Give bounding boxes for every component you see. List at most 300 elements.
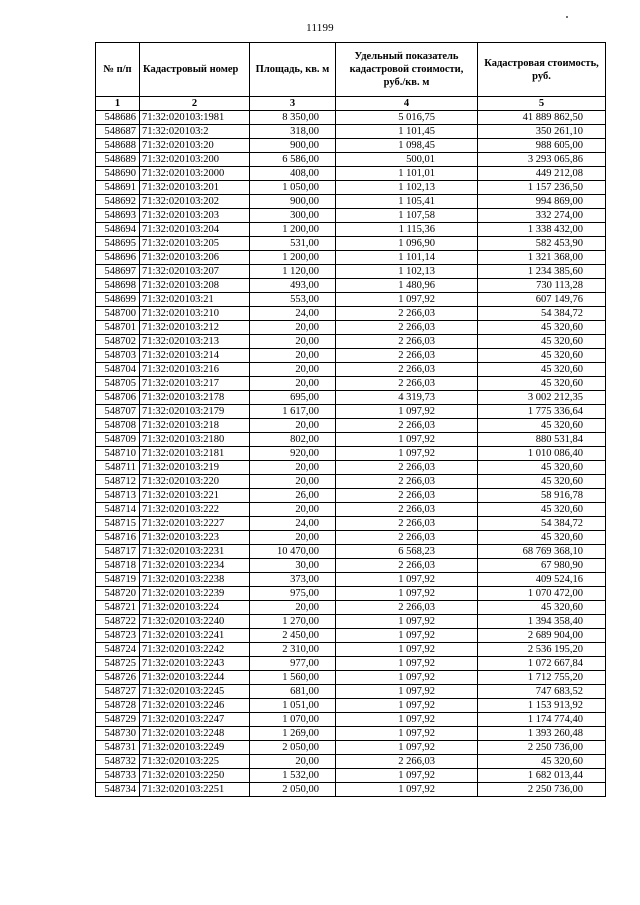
- cadastral-number-cell: 71:32:020103:2231: [140, 545, 250, 559]
- cadastral-number-cell: 71:32:020103:219: [140, 461, 250, 475]
- area-cell: 553,00: [250, 293, 336, 307]
- specific-value-cell: 1 097,92: [336, 713, 478, 727]
- specific-value-cell: 2 266,03: [336, 531, 478, 545]
- row-number-cell: 548733: [96, 769, 140, 783]
- table-row: [96, 265, 606, 279]
- area-cell: 1 200,00: [250, 223, 336, 237]
- row-number-cell: 548709: [96, 433, 140, 447]
- area-cell: 1 532,00: [250, 769, 336, 783]
- row-number-cell: 548724: [96, 643, 140, 657]
- table-row: [96, 279, 606, 293]
- cadastral-number-cell: 71:32:020103:2238: [140, 573, 250, 587]
- cadastral-value-cell: 45 320,60: [478, 377, 606, 391]
- cadastral-number-cell: 71:32:020103:212: [140, 321, 250, 335]
- cadastral-value-cell: 45 320,60: [478, 349, 606, 363]
- cadastral-number-cell: 71:32:020103:2244: [140, 671, 250, 685]
- column-number: 2: [140, 97, 250, 111]
- header-cadastral-value: Кадастровая стоимость, руб.: [478, 43, 606, 97]
- row-number-cell: 548734: [96, 783, 140, 797]
- area-cell: 20,00: [250, 461, 336, 475]
- cadastral-value-cell: 54 384,72: [478, 307, 606, 321]
- table-row: [96, 181, 606, 195]
- cadastral-value-cell: 1 394 358,40: [478, 615, 606, 629]
- area-cell: 1 200,00: [250, 251, 336, 265]
- cadastral-number-cell: 71:32:020103:218: [140, 419, 250, 433]
- area-cell: 408,00: [250, 167, 336, 181]
- table-row: [96, 517, 606, 531]
- row-number-cell: 548694: [96, 223, 140, 237]
- page-number: 11199: [306, 22, 334, 34]
- header-number: № п/п: [96, 43, 140, 97]
- table-row: [96, 195, 606, 209]
- cadastral-value-cell: 1 712 755,20: [478, 671, 606, 685]
- table-row: [96, 629, 606, 643]
- cadastral-value-cell: 1 775 336,64: [478, 405, 606, 419]
- cadastral-number-cell: 71:32:020103:224: [140, 601, 250, 615]
- area-cell: 24,00: [250, 517, 336, 531]
- area-cell: 1 560,00: [250, 671, 336, 685]
- specific-value-cell: 1 097,92: [336, 447, 478, 461]
- cadastral-value-cell: 45 320,60: [478, 503, 606, 517]
- area-cell: 900,00: [250, 195, 336, 209]
- cadastral-number-cell: 71:32:020103:2239: [140, 587, 250, 601]
- table-row: [96, 335, 606, 349]
- row-number-cell: 548716: [96, 531, 140, 545]
- specific-value-cell: 2 266,03: [336, 503, 478, 517]
- table-row: [96, 153, 606, 167]
- cadastral-value-cell: 1 157 236,50: [478, 181, 606, 195]
- cadastral-number-cell: 71:32:020103:207: [140, 265, 250, 279]
- area-cell: 20,00: [250, 377, 336, 391]
- cadastral-value-cell: 1 010 086,40: [478, 447, 606, 461]
- row-number-cell: 548704: [96, 363, 140, 377]
- table-row: [96, 125, 606, 139]
- cadastral-number-cell: 71:32:020103:2180: [140, 433, 250, 447]
- table-row: [96, 251, 606, 265]
- specific-value-cell: 1 097,92: [336, 433, 478, 447]
- table-row: [96, 601, 606, 615]
- cadastral-number-cell: 71:32:020103:2000: [140, 167, 250, 181]
- cadastral-value-cell: 994 869,00: [478, 195, 606, 209]
- table-row: [96, 209, 606, 223]
- row-number-cell: 548688: [96, 139, 140, 153]
- specific-value-cell: 1 097,92: [336, 629, 478, 643]
- cadastral-value-cell: 45 320,60: [478, 601, 606, 615]
- specific-value-cell: 5 016,75: [336, 111, 478, 125]
- area-cell: 977,00: [250, 657, 336, 671]
- cadastral-number-cell: 71:32:020103:2234: [140, 559, 250, 573]
- area-cell: 1 070,00: [250, 713, 336, 727]
- row-number-cell: 548721: [96, 601, 140, 615]
- cadastral-value-cell: 1 174 774,40: [478, 713, 606, 727]
- cadastral-value-cell: 45 320,60: [478, 755, 606, 769]
- row-number-cell: 548732: [96, 755, 140, 769]
- area-cell: 20,00: [250, 349, 336, 363]
- area-cell: 20,00: [250, 475, 336, 489]
- cadastral-value-cell: 45 320,60: [478, 475, 606, 489]
- cadastral-value-cell: 2 250 736,00: [478, 783, 606, 797]
- column-number: 1: [96, 97, 140, 111]
- specific-value-cell: 1 101,01: [336, 167, 478, 181]
- area-cell: 30,00: [250, 559, 336, 573]
- area-cell: 20,00: [250, 755, 336, 769]
- specific-value-cell: 1 097,92: [336, 573, 478, 587]
- row-number-cell: 548708: [96, 419, 140, 433]
- row-number-cell: 548728: [96, 699, 140, 713]
- table-row: [96, 111, 606, 125]
- cadastral-value-cell: 54 384,72: [478, 517, 606, 531]
- table-row: [96, 671, 606, 685]
- row-number-cell: 548719: [96, 573, 140, 587]
- table-row: [96, 363, 606, 377]
- table-row: [96, 545, 606, 559]
- cadastral-number-cell: 71:32:020103:2227: [140, 517, 250, 531]
- row-number-cell: 548715: [96, 517, 140, 531]
- specific-value-cell: 6 568,23: [336, 545, 478, 559]
- specific-value-cell: 1 107,58: [336, 209, 478, 223]
- area-cell: 920,00: [250, 447, 336, 461]
- header-area: Площадь, кв. м: [250, 43, 336, 97]
- cadastral-number-cell: 71:32:020103:2240: [140, 615, 250, 629]
- cadastral-number-cell: 71:32:020103:201: [140, 181, 250, 195]
- cadastral-number-cell: 71:32:020103:223: [140, 531, 250, 545]
- cadastral-number-cell: 71:32:020103:222: [140, 503, 250, 517]
- area-cell: 20,00: [250, 419, 336, 433]
- cadastral-number-cell: 71:32:020103:200: [140, 153, 250, 167]
- specific-value-cell: 2 266,03: [336, 559, 478, 573]
- area-cell: 1 050,00: [250, 181, 336, 195]
- cadastral-number-cell: 71:32:020103:216: [140, 363, 250, 377]
- cadastral-number-cell: 71:32:020103:205: [140, 237, 250, 251]
- table-row: [96, 433, 606, 447]
- cadastral-value-cell: 3 293 065,86: [478, 153, 606, 167]
- row-number-cell: 548701: [96, 321, 140, 335]
- specific-value-cell: 2 266,03: [336, 755, 478, 769]
- row-number-cell: 548697: [96, 265, 140, 279]
- row-number-cell: 548698: [96, 279, 140, 293]
- column-number-row: [96, 97, 606, 111]
- row-number-cell: 548696: [96, 251, 140, 265]
- row-number-cell: 548710: [96, 447, 140, 461]
- area-cell: 900,00: [250, 139, 336, 153]
- cadastral-value-cell: 1 234 385,60: [478, 265, 606, 279]
- area-cell: 26,00: [250, 489, 336, 503]
- table-row: [96, 139, 606, 153]
- row-number-cell: 548722: [96, 615, 140, 629]
- cadastral-value-cell: 880 531,84: [478, 433, 606, 447]
- specific-value-cell: 1 097,92: [336, 727, 478, 741]
- cadastral-table: [95, 42, 606, 797]
- specific-value-cell: 1 097,92: [336, 741, 478, 755]
- header-cadastral-number: Кадастровый номер: [140, 43, 250, 97]
- table-row: [96, 503, 606, 517]
- area-cell: 20,00: [250, 335, 336, 349]
- cadastral-value-cell: 988 605,00: [478, 139, 606, 153]
- cadastral-number-cell: 71:32:020103:20: [140, 139, 250, 153]
- specific-value-cell: 2 266,03: [336, 349, 478, 363]
- area-cell: 2 050,00: [250, 783, 336, 797]
- cadastral-number-cell: 71:32:020103:225: [140, 755, 250, 769]
- cadastral-value-cell: 45 320,60: [478, 363, 606, 377]
- table-row: [96, 391, 606, 405]
- cadastral-value-cell: 1 153 913,92: [478, 699, 606, 713]
- cadastral-value-cell: 41 889 862,50: [478, 111, 606, 125]
- cadastral-number-cell: 71:32:020103:2248: [140, 727, 250, 741]
- area-cell: 6 586,00: [250, 153, 336, 167]
- table-row: [96, 559, 606, 573]
- specific-value-cell: 2 266,03: [336, 321, 478, 335]
- cadastral-number-cell: 71:32:020103:2178: [140, 391, 250, 405]
- cadastral-number-cell: 71:32:020103:1981: [140, 111, 250, 125]
- specific-value-cell: 2 266,03: [336, 363, 478, 377]
- row-number-cell: 548730: [96, 727, 140, 741]
- cadastral-value-cell: 332 274,00: [478, 209, 606, 223]
- row-number-cell: 548717: [96, 545, 140, 559]
- area-cell: 681,00: [250, 685, 336, 699]
- cadastral-value-cell: 45 320,60: [478, 531, 606, 545]
- row-number-cell: 548713: [96, 489, 140, 503]
- row-number-cell: 548705: [96, 377, 140, 391]
- table-row: [96, 419, 606, 433]
- row-number-cell: 548686: [96, 111, 140, 125]
- cadastral-value-cell: 607 149,76: [478, 293, 606, 307]
- row-number-cell: 548714: [96, 503, 140, 517]
- cadastral-value-cell: 582 453,90: [478, 237, 606, 251]
- cadastral-number-cell: 71:32:020103:2249: [140, 741, 250, 755]
- cadastral-number-cell: 71:32:020103:210: [140, 307, 250, 321]
- row-number-cell: 548687: [96, 125, 140, 139]
- specific-value-cell: 1 097,92: [336, 657, 478, 671]
- table-row: [96, 615, 606, 629]
- row-number-cell: 548723: [96, 629, 140, 643]
- area-cell: 531,00: [250, 237, 336, 251]
- cadastral-value-cell: 3 002 212,35: [478, 391, 606, 405]
- row-number-cell: 548692: [96, 195, 140, 209]
- specific-value-cell: 2 266,03: [336, 377, 478, 391]
- row-number-cell: 548726: [96, 671, 140, 685]
- area-cell: 20,00: [250, 503, 336, 517]
- table-row: [96, 321, 606, 335]
- area-cell: 802,00: [250, 433, 336, 447]
- cadastral-number-cell: 71:32:020103:214: [140, 349, 250, 363]
- specific-value-cell: 1 097,92: [336, 769, 478, 783]
- row-number-cell: 548706: [96, 391, 140, 405]
- cadastral-number-cell: 71:32:020103:203: [140, 209, 250, 223]
- specific-value-cell: 2 266,03: [336, 419, 478, 433]
- area-cell: 300,00: [250, 209, 336, 223]
- row-number-cell: 548693: [96, 209, 140, 223]
- cadastral-number-cell: 71:32:020103:2247: [140, 713, 250, 727]
- specific-value-cell: 1 097,92: [336, 671, 478, 685]
- cadastral-number-cell: 71:32:020103:2181: [140, 447, 250, 461]
- specific-value-cell: 500,01: [336, 153, 478, 167]
- row-number-cell: 548725: [96, 657, 140, 671]
- row-number-cell: 548729: [96, 713, 140, 727]
- specific-value-cell: 1 102,13: [336, 265, 478, 279]
- column-number: 5: [478, 97, 606, 111]
- table-row: [96, 307, 606, 321]
- row-number-cell: 548712: [96, 475, 140, 489]
- header-specific-value: Удельный показатель кадастровой стоимости, руб./кв. м: [336, 43, 478, 97]
- table-row: [96, 573, 606, 587]
- cadastral-number-cell: 71:32:020103:2242: [140, 643, 250, 657]
- specific-value-cell: 1 097,92: [336, 587, 478, 601]
- column-number: 4: [336, 97, 478, 111]
- cadastral-number-cell: 71:32:020103:2179: [140, 405, 250, 419]
- table-row: [96, 727, 606, 741]
- area-cell: 695,00: [250, 391, 336, 405]
- cadastral-value-cell: 730 113,28: [478, 279, 606, 293]
- cadastral-number-cell: 71:32:020103:2245: [140, 685, 250, 699]
- cadastral-number-cell: 71:32:020103:2251: [140, 783, 250, 797]
- area-cell: 20,00: [250, 321, 336, 335]
- area-cell: 1 051,00: [250, 699, 336, 713]
- specific-value-cell: 1 098,45: [336, 139, 478, 153]
- row-number-cell: 548711: [96, 461, 140, 475]
- area-cell: 1 120,00: [250, 265, 336, 279]
- cadastral-number-cell: 71:32:020103:21: [140, 293, 250, 307]
- row-number-cell: 548691: [96, 181, 140, 195]
- table-row: [96, 447, 606, 461]
- cadastral-number-cell: 71:32:020103:208: [140, 279, 250, 293]
- specific-value-cell: 1 102,13: [336, 181, 478, 195]
- table-row: [96, 405, 606, 419]
- cadastral-number-cell: 71:32:020103:206: [140, 251, 250, 265]
- table-row: [96, 713, 606, 727]
- area-cell: 20,00: [250, 363, 336, 377]
- area-cell: 20,00: [250, 601, 336, 615]
- cadastral-value-cell: 45 320,60: [478, 419, 606, 433]
- cadastral-value-cell: 747 683,52: [478, 685, 606, 699]
- table-row: [96, 783, 606, 797]
- table-row: [96, 769, 606, 783]
- cadastral-number-cell: 71:32:020103:204: [140, 223, 250, 237]
- area-cell: 1 617,00: [250, 405, 336, 419]
- scan-speck: [566, 16, 568, 18]
- row-number-cell: 548699: [96, 293, 140, 307]
- row-number-cell: 548727: [96, 685, 140, 699]
- area-cell: 24,00: [250, 307, 336, 321]
- specific-value-cell: 1 096,90: [336, 237, 478, 251]
- cadastral-value-cell: 409 524,16: [478, 573, 606, 587]
- cadastral-value-cell: 2 689 904,00: [478, 629, 606, 643]
- cadastral-value-cell: 350 261,10: [478, 125, 606, 139]
- cadastral-value-cell: 1 321 368,00: [478, 251, 606, 265]
- cadastral-value-cell: 67 980,90: [478, 559, 606, 573]
- cadastral-value-cell: 1 070 472,00: [478, 587, 606, 601]
- cadastral-number-cell: 71:32:020103:2250: [140, 769, 250, 783]
- specific-value-cell: 1 097,92: [336, 405, 478, 419]
- cadastral-number-cell: 71:32:020103:221: [140, 489, 250, 503]
- area-cell: 10 470,00: [250, 545, 336, 559]
- area-cell: 975,00: [250, 587, 336, 601]
- cadastral-value-cell: 1 338 432,00: [478, 223, 606, 237]
- cadastral-value-cell: 449 212,08: [478, 167, 606, 181]
- cadastral-value-cell: 58 916,78: [478, 489, 606, 503]
- table-row: [96, 349, 606, 363]
- table-row: [96, 237, 606, 251]
- area-cell: 2 050,00: [250, 741, 336, 755]
- cadastral-value-cell: 1 072 667,84: [478, 657, 606, 671]
- table-row: [96, 475, 606, 489]
- table-row: [96, 699, 606, 713]
- cadastral-number-cell: 71:32:020103:220: [140, 475, 250, 489]
- specific-value-cell: 1 097,92: [336, 643, 478, 657]
- cadastral-value-cell: 1 393 260,48: [478, 727, 606, 741]
- cadastral-number-cell: 71:32:020103:2243: [140, 657, 250, 671]
- row-number-cell: 548707: [96, 405, 140, 419]
- area-cell: 8 350,00: [250, 111, 336, 125]
- specific-value-cell: 2 266,03: [336, 307, 478, 321]
- specific-value-cell: 2 266,03: [336, 461, 478, 475]
- specific-value-cell: 2 266,03: [336, 335, 478, 349]
- table-row: [96, 167, 606, 181]
- row-number-cell: 548690: [96, 167, 140, 181]
- cadastral-value-cell: 45 320,60: [478, 461, 606, 475]
- specific-value-cell: 2 266,03: [336, 475, 478, 489]
- cadastral-value-cell: 2 250 736,00: [478, 741, 606, 755]
- area-cell: 1 269,00: [250, 727, 336, 741]
- specific-value-cell: 2 266,03: [336, 489, 478, 503]
- table-row: [96, 461, 606, 475]
- specific-value-cell: 2 266,03: [336, 517, 478, 531]
- cadastral-number-cell: 71:32:020103:202: [140, 195, 250, 209]
- cadastral-value-cell: 2 536 195,20: [478, 643, 606, 657]
- cadastral-value-cell: 1 682 013,44: [478, 769, 606, 783]
- table-row: [96, 489, 606, 503]
- table-row: [96, 293, 606, 307]
- area-cell: 493,00: [250, 279, 336, 293]
- area-cell: 2 450,00: [250, 629, 336, 643]
- area-cell: 20,00: [250, 531, 336, 545]
- specific-value-cell: 1 097,92: [336, 783, 478, 797]
- row-number-cell: 548720: [96, 587, 140, 601]
- specific-value-cell: 4 319,73: [336, 391, 478, 405]
- table-row: [96, 741, 606, 755]
- row-number-cell: 548689: [96, 153, 140, 167]
- row-number-cell: 548703: [96, 349, 140, 363]
- area-cell: 2 310,00: [250, 643, 336, 657]
- row-number-cell: 548700: [96, 307, 140, 321]
- specific-value-cell: 1 101,14: [336, 251, 478, 265]
- row-number-cell: 548718: [96, 559, 140, 573]
- table-row: [96, 755, 606, 769]
- table-row: [96, 587, 606, 601]
- table-row: [96, 223, 606, 237]
- table-row: [96, 685, 606, 699]
- specific-value-cell: 1 101,45: [336, 125, 478, 139]
- table-row: [96, 377, 606, 391]
- specific-value-cell: 1 097,92: [336, 615, 478, 629]
- row-number-cell: 548731: [96, 741, 140, 755]
- column-number: 3: [250, 97, 336, 111]
- cadastral-value-cell: 68 769 368,10: [478, 545, 606, 559]
- row-number-cell: 548702: [96, 335, 140, 349]
- table-header-row: [96, 43, 606, 97]
- cadastral-number-cell: 71:32:020103:217: [140, 377, 250, 391]
- cadastral-number-cell: 71:32:020103:2241: [140, 629, 250, 643]
- specific-value-cell: 1 097,92: [336, 699, 478, 713]
- area-cell: 1 270,00: [250, 615, 336, 629]
- cadastral-number-cell: 71:32:020103:2246: [140, 699, 250, 713]
- cadastral-number-cell: 71:32:020103:2: [140, 125, 250, 139]
- specific-value-cell: 2 266,03: [336, 601, 478, 615]
- specific-value-cell: 1 115,36: [336, 223, 478, 237]
- cadastral-value-cell: 45 320,60: [478, 335, 606, 349]
- cadastral-number-cell: 71:32:020103:213: [140, 335, 250, 349]
- row-number-cell: 548695: [96, 237, 140, 251]
- table-row: [96, 643, 606, 657]
